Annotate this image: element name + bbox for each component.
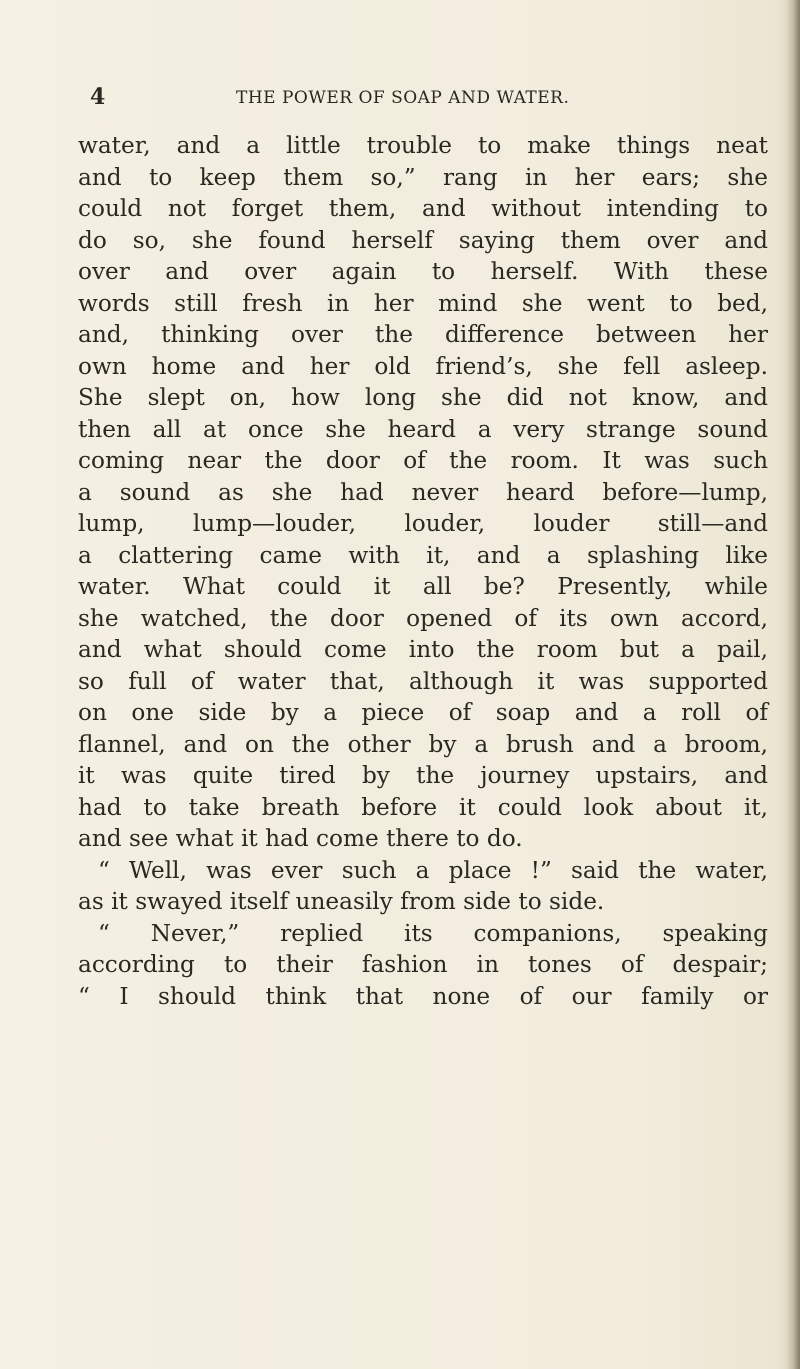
text-line: so full of water that, although it was supported — [78, 667, 768, 695]
text-line: “ I should think that none of our family or — [78, 982, 768, 1010]
text-line: “ Never,” replied its companions, speaking — [98, 919, 768, 947]
text-line: on one side by a piece of soap and a roll of — [78, 699, 768, 726]
text-line: over and over again to herself. With these — [78, 258, 768, 285]
text-line: as it swayed itself uneasily from side to side. — [78, 888, 605, 915]
text-line: she watched, the door opened of its own accord, — [78, 604, 768, 632]
text-line: a clattering came with it, and a splashing like — [78, 541, 768, 569]
text-line: water, and a little trouble to make things neat — [78, 132, 768, 159]
text-line: water. What could it all be? Presently, while — [78, 573, 768, 600]
running-title: THE POWER OF SOAP AND WATER. — [236, 88, 570, 108]
page-number: 4 — [90, 84, 106, 110]
text-line: according to their fashion in tones of despair; — [78, 951, 768, 978]
text-line: and to keep them so,” rang in her ears; she — [78, 163, 768, 191]
text-line: flannel, and on the other by a brush and a broom, — [78, 730, 768, 758]
text-line: had to take breath before it could look about it, — [78, 793, 768, 821]
text-line: a sound as she had never heard before—lump, — [78, 478, 768, 506]
text-line: it was quite tired by the journey upstairs, and — [78, 762, 768, 789]
text-line: own home and her old friend’s, she fell asleep. — [78, 352, 768, 380]
text-line: do so, she found herself saying them over and — [78, 226, 768, 254]
text-line: and, thinking over the difference between her — [78, 321, 768, 348]
page-header — [90, 84, 720, 114]
body-text — [78, 130, 768, 1012]
page-edge-shadow — [786, 0, 800, 1369]
text-line: and what should come into the room but a pail, — [78, 636, 768, 663]
text-line: coming near the door of the room. It was such — [78, 447, 768, 474]
text-line: She slept on, how long she did not know, and — [78, 384, 768, 411]
text-line: “ Well, was ever such a place !” said the water, — [98, 856, 768, 884]
text-line: and see what it had come there to do. — [78, 825, 523, 852]
text-line: words still fresh in her mind she went to bed, — [78, 289, 768, 317]
text-line: then all at once she heard a very strange sound — [78, 415, 768, 443]
text-line: could not forget them, and without intending to — [78, 195, 768, 222]
text-line: lump, lump—louder, louder, louder still—and — [78, 510, 768, 537]
